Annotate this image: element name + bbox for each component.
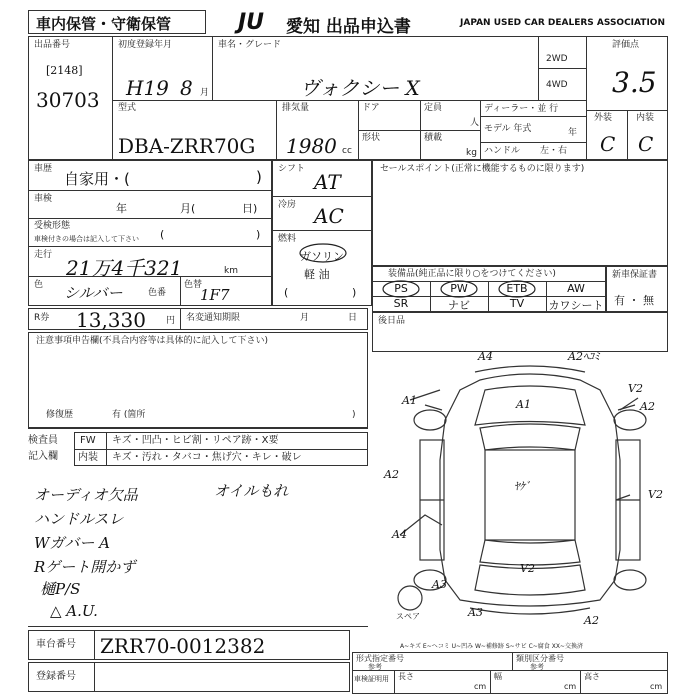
footer-length-cm: cm [474,682,487,691]
load-unit: kg [466,148,477,158]
reg-number-label: 登録番号 [36,671,76,682]
footer-cert-label: 車検証明用 [354,675,389,683]
equip-pw: PW [450,282,468,295]
registration-month: 8 [180,76,193,100]
diagram-label-ua1: A1 [516,398,531,411]
footer-shape-label: 形式指定番号 [356,654,404,663]
org-en: JAPAN USED CAR DEALERS ASSOCIATION [460,18,665,28]
fuel-close: ) [352,286,357,299]
inspection-label: 車検 [34,194,53,204]
equip-aw: AW [567,282,585,295]
sales-points-frame [372,160,668,266]
displacement-label: 排気量 [282,103,310,113]
use-value: 自家用・( [64,170,130,188]
recycle-label: R券 [34,313,50,323]
diagram-label-a2-dent: A2ﾍｺﾐ [568,350,600,363]
load-label: 積載 [424,133,443,143]
interior-value: C [638,132,654,156]
mileage-label: 走行 [34,250,53,260]
equip-ps: PS [394,282,408,295]
footer-height: 高さ [584,672,600,681]
car-name-label: 車名・グレード [218,40,282,50]
accept-sub: 車検付きの場合は記入して下さい [34,235,139,243]
interior-label: 内装 [636,113,655,123]
inspector-row2-head: 内装 [78,452,98,463]
score-value: 3.5 [612,66,657,99]
use-label: 車歴 [34,164,53,174]
post-day-label: 後日品 [378,316,406,326]
footer-length: 長さ [398,672,414,681]
footer-ref2: 参考 [530,663,544,671]
footer-width: 幅 [494,672,502,681]
diagram-label-a1-left: A1 [402,394,417,407]
use-close: ) [256,168,262,186]
equip-navi: ナビ [448,299,470,312]
accept-label: 受検形態 [34,221,71,231]
dealer-label: ディーラー・並 行 [484,104,559,114]
name-change-day: 日 [348,313,358,323]
displacement-unit: cc [342,146,352,156]
capacity-label: 定員 [424,103,443,113]
footer-height-cm: cm [650,682,663,691]
aircon-value: AC [314,204,344,228]
equip-etb: ETB [506,282,528,295]
handle-label: ハンドル [484,146,521,156]
equip-seat: カワシート [548,299,604,312]
fuel-open: ( [284,286,289,299]
drive-2wd: 2WD [546,54,568,64]
name-change-month: 月 [300,313,310,323]
equip-sr: SR [393,297,409,310]
registration-month-unit: 月 [200,88,210,98]
org-title: 愛知 出品申込書 [286,17,411,37]
model-value: DBA-ZRR70G [118,134,256,158]
inspector-label1: 検査員 [28,435,58,446]
registration-year: H19 [126,76,169,100]
diagram-label-a2-right: A2 [640,400,655,413]
recycle-value: 13,330 [76,308,146,332]
inspection-year: 年 [116,202,127,215]
shift-label: シフト [278,164,306,174]
chassis-value: ZRR70-0012382 [100,634,266,658]
spare-label: スペア [396,612,420,621]
accept-open: ( [160,228,165,241]
shape-label: 形状 [362,133,381,143]
note-au: △ A.U. [50,602,98,620]
reg-number-frame [28,662,350,692]
inspector-row2-items: キズ・汚れ・タバコ・焦げ穴・キレ・破レ [112,452,302,463]
car-name-value: ヴォクシー X [300,76,420,100]
model-label: 型式 [118,103,137,113]
fuel-label: 燃料 [278,234,297,244]
equip-tv: TV [509,297,525,310]
notes-label: 注意事項申告欄(不具合内容等は具体的に記入して下さい) [36,336,269,346]
lot-label: 出品番号 [34,40,71,50]
note-gutter: 樋P/S [40,580,81,598]
color-value: シルバー [64,284,123,302]
equipment-circles [372,278,552,300]
chassis-label: 車台番号 [36,639,76,650]
accept-close: ) [256,228,261,241]
drive-4wd: 4WD [546,80,568,90]
registration-label: 初度登録年月 [118,40,173,50]
color-change-label: 色替 [184,280,203,290]
warranty-value: 有 ・ 無 [614,294,654,307]
equipment-label: 装備品(純正品に限り○をつけてください) [388,269,556,279]
aircon-label: 冷房 [278,200,297,210]
repair-close: ) [352,410,356,420]
diagram-label-a3-left: A3 [432,578,447,591]
footer-width-cm: cm [564,682,577,691]
recycle-unit: 円 [166,316,176,326]
repair-label: 修復歴 [46,410,74,420]
inspector-row1-items: キズ・凹凸・ヒビ割・リペア跡・X要 [112,435,279,446]
diagram-label-a2-bottom: A2 [584,614,599,627]
diagram-label-a2-left: A2 [384,468,399,481]
color-number-label: 色番 [148,288,167,298]
lot-small-number: [2148] [46,64,83,77]
name-change-label: 名変通知期限 [186,313,241,323]
color-change-value: 1F7 [200,286,230,304]
post-day-frame [372,312,668,352]
diagram-label-v2-right: V2 [628,382,643,395]
inspector-row1-head: FW [80,435,96,446]
storage-title: 車内保管・守衛保管 [36,15,172,33]
inspection-day: 日) [242,202,258,215]
doors-label: ドア [362,103,380,113]
inspection-month: 月( [180,202,196,215]
note-audio: オーディオ欠品 [34,486,138,504]
diagram-label-a4-top: A4 [478,350,493,363]
score-label: 評価点 [612,40,640,50]
diagram-label-a3-bottom: A3 [468,606,483,619]
diagram-label-yage: ﾔｹﾞ [514,480,531,493]
repair-value: 有 (箇所 [112,410,146,420]
mileage-value: 21万4千321 [66,256,183,280]
footer-category-label: 類別区分番号 [516,654,564,663]
notes-frame [28,332,368,428]
diagram-label-v2-rear: V2 [520,562,535,575]
fuel-option-gasoline: ガソリン [300,250,344,263]
diagram-legend: A~キズ E~ヘコミ U~凹み W~補修跡 S~サビ C~腐食 XX~交換済 [400,643,583,650]
note-handle: ハンドルスレ [34,510,124,528]
fuel-circle [298,242,348,264]
note-cover: Wガバー A [34,534,111,552]
mileage-unit: km [224,266,238,276]
sales-points-label: セールスポイント(正常に機能するものに限ります) [380,164,585,174]
displacement-value: 1980 [286,134,337,158]
lot-number: 30703 [36,88,100,112]
diagram-label-v2-side: V2 [648,488,663,501]
ju-logo: JU [238,10,265,35]
footer-ref1: 参考 [368,663,382,671]
inspector-label2: 記入欄 [28,451,58,462]
handle-options: 左・右 [540,146,568,156]
shift-value: AT [314,170,341,194]
color-label: 色 [34,280,44,290]
exterior-value: C [600,132,616,156]
note-rgate: Rゲート開かず [34,558,136,576]
fuel-option-diesel: 軽 油 [304,268,330,281]
note-oil: オイルもれ [214,482,289,500]
diagram-label-a4-left: A4 [392,528,407,541]
model-year-label: モデル 年式 [484,124,532,134]
warranty-label: 新車保証書 [612,270,658,280]
model-year-unit: 年 [568,128,578,138]
capacity-unit: 人 [470,118,480,128]
exterior-label: 外装 [594,113,613,123]
